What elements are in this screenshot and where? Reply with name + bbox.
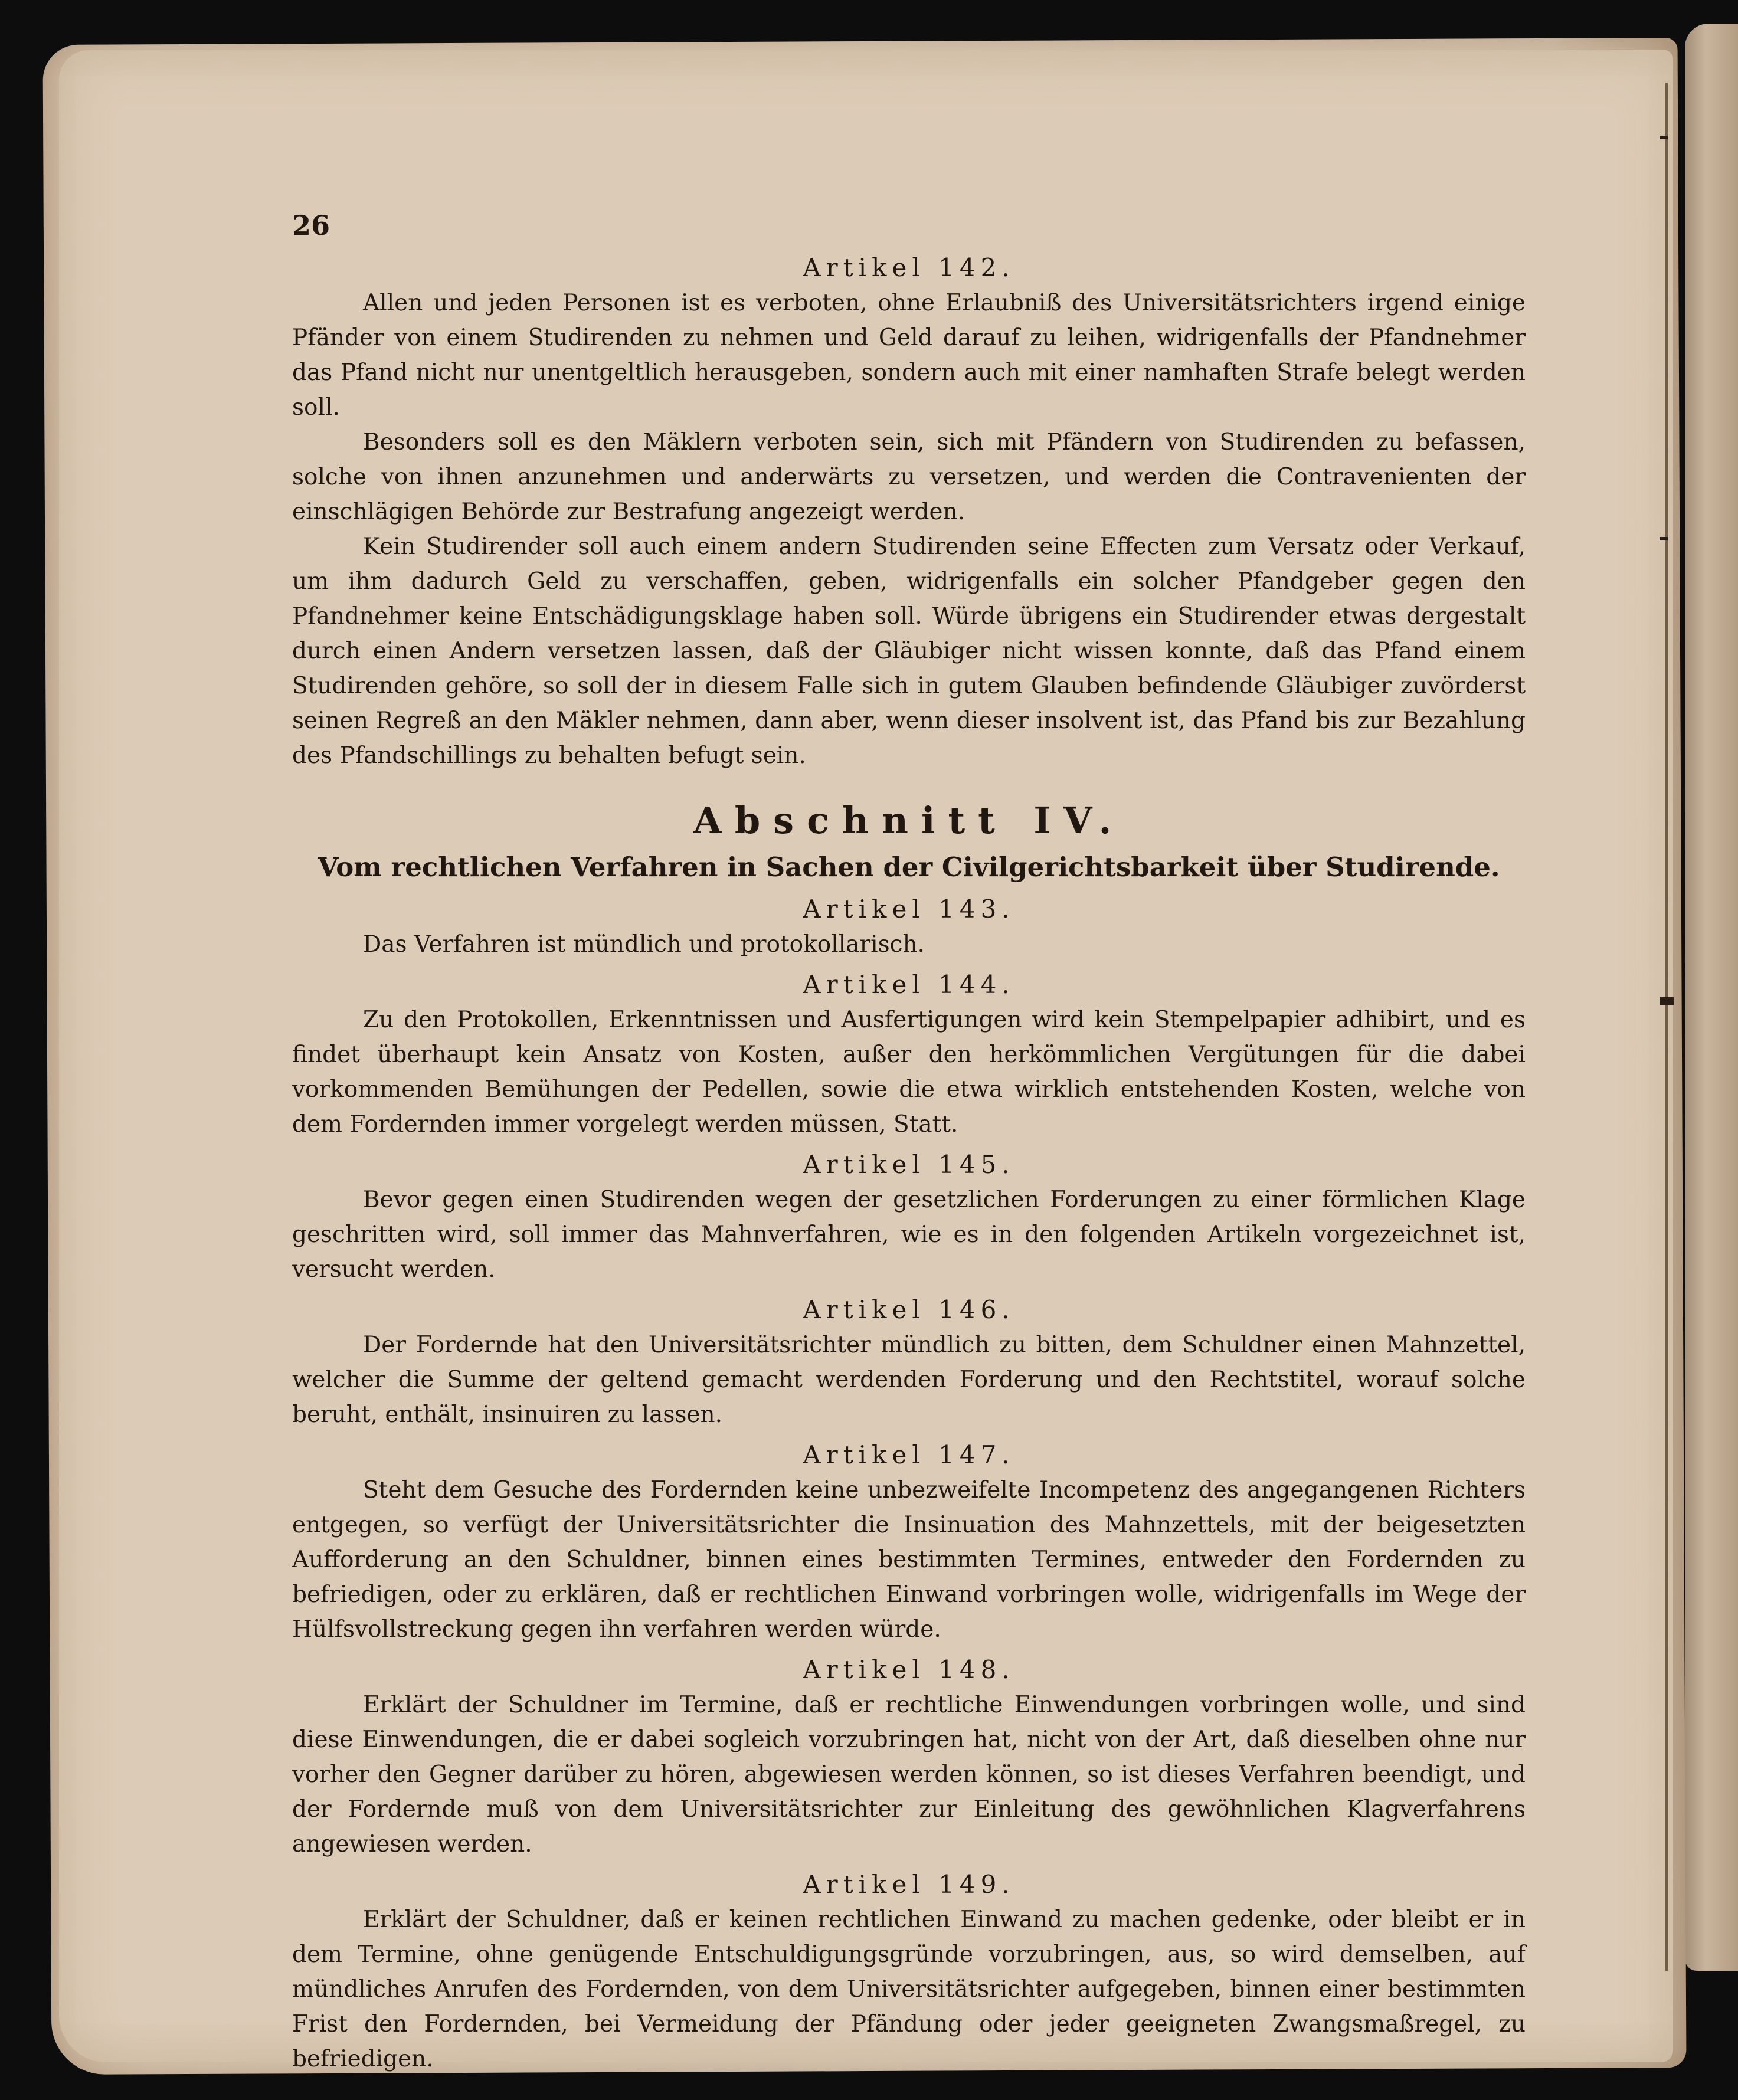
paragraph: Der Fordernde hat den Universitätsrichter mündlich zu bitten, dem Schuldner einen Mahnzettel, welcher die Summe der geltend gemacht werdenden Forderung und den Rechtstitel, worauf solche beruht, enthält, insinuiren zu lassen. [292, 1332, 1526, 1428]
paragraph: Kein Studirender soll auch einem andern Studirenden seine Effecten zum Versatz oder Verkauf, um ihm dadurch Geld zu verschaffen, geben, widrigenfalls ein solcher Pfandgeber gegen den Pfandnehmer keine Entschädigungsklage haben soll. Würde übrigens ein Studirender etwas dergestalt durch einen Andern versetzen lassen, daß der Gläubiger nicht wissen konnte, daß das Pfand einem Studirenden gehöre, so soll der in diesem Falle sich in gutem Glauben befindende Gläubiger zuvörderst seinen Regreß an den Mäkler nehmen, dann aber, wenn dieser insolvent ist, das Pfand bis zur Bezahlung des Pfandschillings zu behalten befugt sein. [292, 533, 1526, 769]
page-number: 26 [292, 209, 330, 241]
paragraph: Bevor gegen einen Studirenden wegen der gesetzlichen Forderungen zu einer förmlichen Klage geschritten wird, soll immer das Mahnverfahren, wie es in den folgenden Artikeln vorgezeichnet ist, versucht werden. [292, 1187, 1526, 1283]
section-subtitle: Vom rechtlichen Verfahren in Sachen der Civilgerichtsbarkeit über Studirende. [318, 851, 1500, 883]
artikel-heading: Artikel 142. [803, 253, 1015, 282]
page-text [292, 201, 1526, 2076]
artikel-heading: Artikel 148. [803, 1655, 1015, 1684]
facing-page-edge [1685, 24, 1738, 1971]
paragraph: Das Verfahren ist mündlich und protokollarisch. [363, 931, 925, 958]
paragraph: Steht dem Gesuche des Fordernden keine unbezweifelte Incompetenz des angegangenen Richters entgegen, so verfügt der Universitätsrichter die Insinuation des Mahnzettels, mit der beigesetzten Aufforderung an den Schuldner, binnen eines bestimmten Termines, entweder den Fordernden zu befriedigen, oder zu erklären, daß er rechtlichen Einwand vorbringen wolle, widrigenfalls im Wege der Hülfsvollstreckung gegen ihn verfahren werden würde. [292, 1477, 1526, 1643]
artikel-heading: Artikel 144. [803, 970, 1015, 999]
artikel-heading: Artikel 147. [803, 1440, 1015, 1469]
paragraph: Allen und jeden Personen ist es verboten, ohne Erlaubniß des Universitätsrichters irgend einige Pfänder von einem Studirenden zu nehmen und Geld darauf zu leihen, widrigenfalls der Pfandnehmer das Pfand nicht nur unentgeltlich herausgeben, sondern auch mit einer namhaften Strafe belegt werden soll. [292, 290, 1526, 421]
paragraph: Zu den Protokollen, Erkenntnissen und Ausfertigungen wird kein Stempelpapier adhibirt, und es findet überhaupt kein Ansatz von Kosten, außer den herkömmlichen Vergütungen für die dabei vorkommenden Bemühungen der Pedellen, sowie die etwa wirklich entstehenden Kosten, welche von dem Fordernden immer vorgelegt werden müssen, Statt. [292, 1007, 1526, 1138]
artikel-heading: Artikel 145. [803, 1150, 1015, 1179]
artikel-heading: Artikel 143. [803, 895, 1015, 923]
section-title: Abschnitt IV. [693, 799, 1125, 842]
binding-gutter [1665, 83, 1668, 1971]
artikel-heading: Artikel 146. [803, 1295, 1015, 1324]
paragraph: Erklärt der Schuldner im Termine, daß er rechtliche Einwendungen vorbringen wolle, und sind diese Einwendungen, die er dabei sogleich vorzubringen hat, nicht von der Art, daß dieselben ohne nur vorher den Gegner darüber zu hören, abgewiesen werden können, so ist dieses Verfahren beendigt, und der Fordernde muß von dem Universitätsrichter zur Einleitung des gewöhnlichen Klagverfahrens angewiesen werden. [292, 1692, 1526, 1857]
artikel-heading: Artikel 149. [803, 1870, 1015, 1899]
paragraph: Erklärt der Schuldner, daß er keinen rechtlichen Einwand zu machen gedenke, oder bleibt er in dem Termine, ohne genügende Entschuldigungsgründe vorzubringen, aus, so wird demselben, auf mündliches Anrufen des Fordernden, von dem Universitätsrichter aufgegeben, binnen einer bestimmten Frist den Fordernden, bei Vermeidung der Pfändung oder jeder geeigneten Zwangsmaßregel, zu befriedigen. [292, 1906, 1526, 2072]
binding-mark [1660, 537, 1668, 540]
binding-mark [1660, 136, 1668, 139]
paragraph: Besonders soll es den Mäklern verboten sein, sich mit Pfändern von Studirenden zu befassen, solche von ihnen anzunehmen und anderwärts zu versetzen, und werden die Contravenienten der einschlägigen Behörde zur Bestrafung angezeigt werden. [292, 429, 1526, 525]
binding-mark [1660, 997, 1674, 1005]
